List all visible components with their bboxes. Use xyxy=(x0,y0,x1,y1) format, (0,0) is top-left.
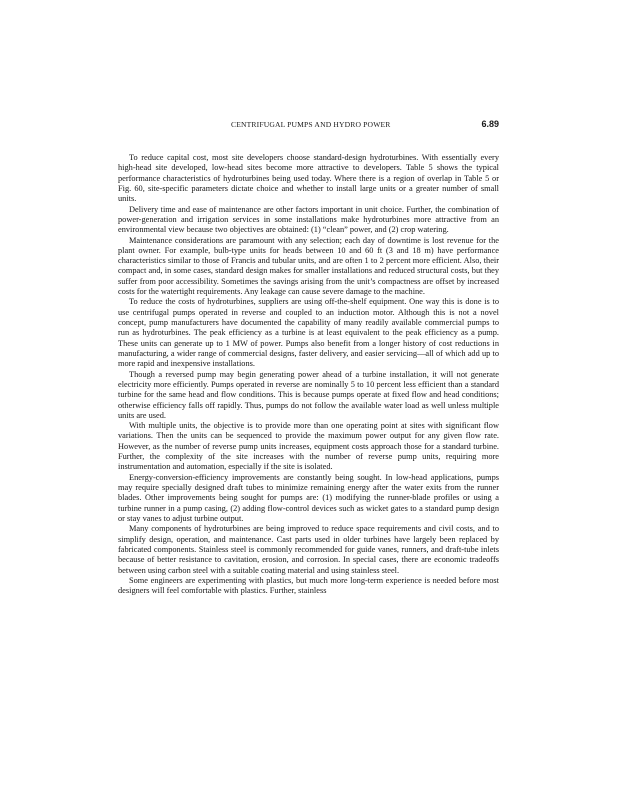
page-number: 6.89 xyxy=(481,119,499,129)
running-head xyxy=(118,119,499,133)
paragraph-plastics: Some engineers are experimenting with plastics, but much more long-term experience is needed before most designers will feel comfortable with plastics. Further, stainless xyxy=(118,575,499,596)
paragraph-energy-conversion: Energy-conversion-efficiency improvements are constantly being sought. In low-head applications, pumps may require specially designed draft tubes to minimize remaining energy after the water exits from the runner blades. Other improvements being sought for pumps are: (1) modifying the runner-blade profiles or using a turbine runner in a pump casing, (2) adding flow-control devices such as wicket gates to a standard pump design or stay vanes to adjust turbine output. xyxy=(118,472,499,523)
paragraph-components: Many components of hydroturbines are being improved to reduce space requirements and civil costs, and to simplify design, operation, and maintenance. Cast parts used in older turbines have largely been replaced by fabricated components. Stainless steel is commonly recommended for guide vanes, runners, and draft-tube inlets because of better resistance to cavitation, erosion, and corrosion. In special cases, there are economic tradeoffs between using carbon steel with a suitable coating material and using stainless steel. xyxy=(118,524,499,575)
running-title: CENTRIFUGAL PUMPS AND HYDRO POWER xyxy=(231,120,391,129)
paragraph-efficiency: Though a reversed pump may begin generating power ahead of a turbine installation, it will not generate electricity more efficiently. Pumps operated in reverse are nominally 5 to 10 percent less efficient than a standard turbine for the same head and flow conditions. This is because pumps operate at fixed flow and head conditions; otherwise efficiency falls off rapidly. Thus, pumps do not follow the available water load as well unless multiple units are used. xyxy=(118,369,499,420)
body-text xyxy=(118,153,499,596)
paragraph-delivery-time: Delivery time and ease of maintenance are other factors important in unit choice. Further, the combination of power-generation and irrigation services in some installations make hydroturbines more attractive from an environmental view because two objectives are obtained: (1) “clean” power, and (2) crop watering. xyxy=(118,204,499,235)
paragraph-multiple-units: With multiple units, the objective is to provide more than one operating point at sites with significant flow variations. Then the units can be sequenced to provide the maximum power output for any given flow rate. However, as the number of reverse pump units increases, equipment costs approach those for a standard turbine. Further, the complexity of the site increases with the number of reverse pump units, requiring more instrumentation and automation, especially if the site is isolated. xyxy=(118,421,499,472)
paragraph-reverse-pumps: To reduce the costs of hydroturbines, suppliers are using off-the-shelf equipment. One way this is done is to use centrifugal pumps operated in reverse and coupled to an induction motor. Although this is not a novel concept, pump manufacturers have documented the capability of many readily available commercial pumps to run as hydroturbines. The peak efficiency as a turbine is at least equivalent to the peak efficiency as a pump. These units can generate up to 1 MW of power. Pumps also benefit from a longer history of cost reductions in manufacturing, a wider range of commercial designs, faster delivery, and easier servicing—all of which add up to more rapid and inexpensive installations. xyxy=(118,297,499,369)
paragraph-standard-design: To reduce capital cost, most site developers choose standard-design hydroturbines. With essentially every high-head site developed, low-head sites become more attractive to developers. Table 5 shows the typical performance characteristics of hydroturbines being used today. Where there is a region of overlap in Table 5 or Fig. 60, site-specific parameters dictate choice and whether to install large units or a greater number of small units. xyxy=(118,153,499,204)
paragraph-maintenance: Maintenance considerations are paramount with any selection; each day of downtime is lost revenue for the plant owner. For example, bulb-type units for heads between 10 and 60 ft (3 and 18 m) have performance characteristics similar to those of Francis and tubular units, and are often 1 to 2 percent more efficient. Also, their compact and, in some cases, standard design makes for smaller installations and reduced structural costs, but they suffer from poor accessibility. Sometimes the savings arising from the unit’s compactness are offset by increased costs for the watertight requirements. Any leakage can cause severe damage to the machine. xyxy=(118,235,499,297)
